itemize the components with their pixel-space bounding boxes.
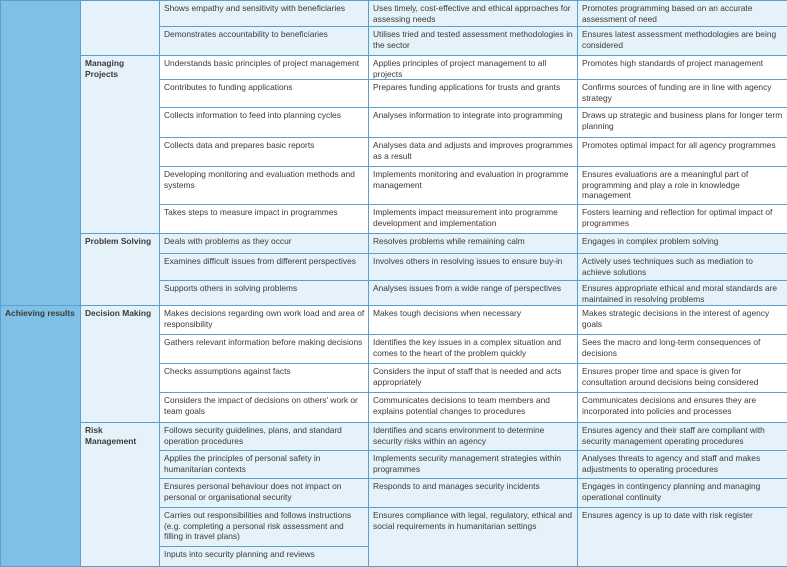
category-achieving-results: Achieving results [1, 306, 81, 567]
level-3-cell: Confirms sources of funding are in line with agency strategy [578, 80, 787, 108]
table-row [1, 56, 787, 80]
level-1-cell: Contributes to funding applications [160, 80, 369, 108]
table-row [1, 1, 787, 27]
subcategory-cell-blank [81, 1, 160, 56]
level-3-cell: Promotes optimal impact for all agency programmes [578, 138, 787, 167]
level-2-cell: Uses timely, cost-effective and ethical approaches for assessing needs [369, 1, 578, 27]
level-3-cell: Communicates decisions and ensures they are incorporated into policies and processes [578, 393, 787, 423]
level-2-cell: Communicates decisions to team members and explains potential changes to procedures [369, 393, 578, 423]
level-1-cell: Makes decisions regarding own work load and area of responsibility [160, 306, 369, 335]
level-2-cell: Involves others in resolving issues to ensure buy-in [369, 254, 578, 281]
level-3-cell: Fosters learning and reflection for optimal impact of programmes [578, 205, 787, 234]
level-2-cell: Ensures compliance with legal, regulatory, ethical and social requirements in humanitarian settings [369, 508, 578, 567]
level-1-cell: Checks assumptions against facts [160, 364, 369, 393]
level-3-cell: Promotes programming based on an accurate assessment of need [578, 1, 787, 27]
level-1-cell: Developing monitoring and evaluation methods and systems [160, 167, 369, 205]
level-1-cell: Takes steps to measure impact in programmes [160, 205, 369, 234]
level-1-cell: Gathers relevant information before making decisions [160, 335, 369, 364]
level-2-cell: Makes tough decisions when necessary [369, 306, 578, 335]
level-3-cell: Ensures latest assessment methodologies are being considered [578, 27, 787, 56]
level-1-cell: Collects data and prepares basic reports [160, 138, 369, 167]
level-2-cell: Prepares funding applications for trusts and grants [369, 80, 578, 108]
level-3-cell: Ensures agency is up to date with risk register [578, 508, 787, 567]
level-1-cell: Considers the impact of decisions on others' work or team goals [160, 393, 369, 423]
level-2-cell: Responds to and manages security incidents [369, 479, 578, 508]
level-1-cell: Applies the principles of personal safety in humanitarian contexts [160, 451, 369, 479]
level-1-cell: Ensures personal behaviour does not impact on personal or organisational security [160, 479, 369, 508]
level-2-cell: Implements security management strategies within programmes [369, 451, 578, 479]
level-1-cell: Follows security guidelines, plans, and standard operation procedures [160, 423, 369, 451]
table-row [1, 306, 787, 335]
level-1-cell: Examines difficult issues from different perspectives [160, 254, 369, 281]
level-2-cell: Applies principles of project management to all projects [369, 56, 578, 80]
table-row [1, 423, 787, 451]
level-2-cell: Implements impact measurement into programme development and implementation [369, 205, 578, 234]
category-cell-blank [1, 1, 81, 306]
level-3-cell: Engages in complex problem solving [578, 234, 787, 254]
level-1-cell: Understands basic principles of project management [160, 56, 369, 80]
level-1-cell: Inputs into security planning and reviews [160, 547, 369, 567]
level-3-cell: Makes strategic decisions in the interest of agency goals [578, 306, 787, 335]
level-3-cell: Ensures proper time and space is given for consultation around decisions being considered [578, 364, 787, 393]
table-row [1, 234, 787, 254]
level-1-cell: Shows empathy and sensitivity with beneficiaries [160, 1, 369, 27]
level-3-cell: Analyses threats to agency and staff and makes adjustments to operating procedures [578, 451, 787, 479]
level-2-cell: Analyses data and adjusts and improves programmes as a result [369, 138, 578, 167]
level-1-cell: Collects information to feed into planning cycles [160, 108, 369, 138]
level-2-cell: Implements monitoring and evaluation in programme management [369, 167, 578, 205]
level-3-cell: Ensures appropriate ethical and moral standards are maintained in resolving problems [578, 281, 787, 306]
level-3-cell: Promotes high standards of project management [578, 56, 787, 80]
subcategory-risk-management: Risk Management [81, 423, 160, 567]
subcategory-problem-solving: Problem Solving [81, 234, 160, 306]
level-2-cell: Resolves problems while remaining calm [369, 234, 578, 254]
level-2-cell: Considers the input of staff that is needed and acts appropriately [369, 364, 578, 393]
level-1-cell: Carries out responsibilities and follows instructions (e.g. completing a personal risk assessment and filling in travel plans) [160, 508, 369, 547]
level-3-cell: Draws up strategic and business plans for longer term planning [578, 108, 787, 138]
level-2-cell: Identifies and scans environment to determine security risks within an agency [369, 423, 578, 451]
level-2-cell: Utilises tried and tested assessment methodologies in the sector [369, 27, 578, 56]
subcategory-managing-projects: Managing Projects [81, 56, 160, 234]
level-3-cell: Engages in contingency planning and managing operational continuity [578, 479, 787, 508]
level-3-cell: Ensures agency and their staff are compliant with security management operating procedures [578, 423, 787, 451]
level-2-cell: Analyses issues from a wide range of perspectives [369, 281, 578, 306]
level-2-cell: Identifies the key issues in a complex situation and comes to the heart of the problem quickly [369, 335, 578, 364]
subcategory-decision-making: Decision Making [81, 306, 160, 423]
level-2-cell: Analyses information to integrate into programming [369, 108, 578, 138]
level-1-cell: Supports others in solving problems [160, 281, 369, 306]
level-3-cell: Actively uses techniques such as mediation to achieve solutions [578, 254, 787, 281]
level-3-cell: Ensures evaluations are a meaningful part of programming and play a role in knowledge management [578, 167, 787, 205]
level-1-cell: Deals with problems as they occur [160, 234, 369, 254]
level-3-cell: Sees the macro and long-term consequences of decisions [578, 335, 787, 364]
level-1-cell: Demonstrates accountability to beneficiaries [160, 27, 369, 56]
